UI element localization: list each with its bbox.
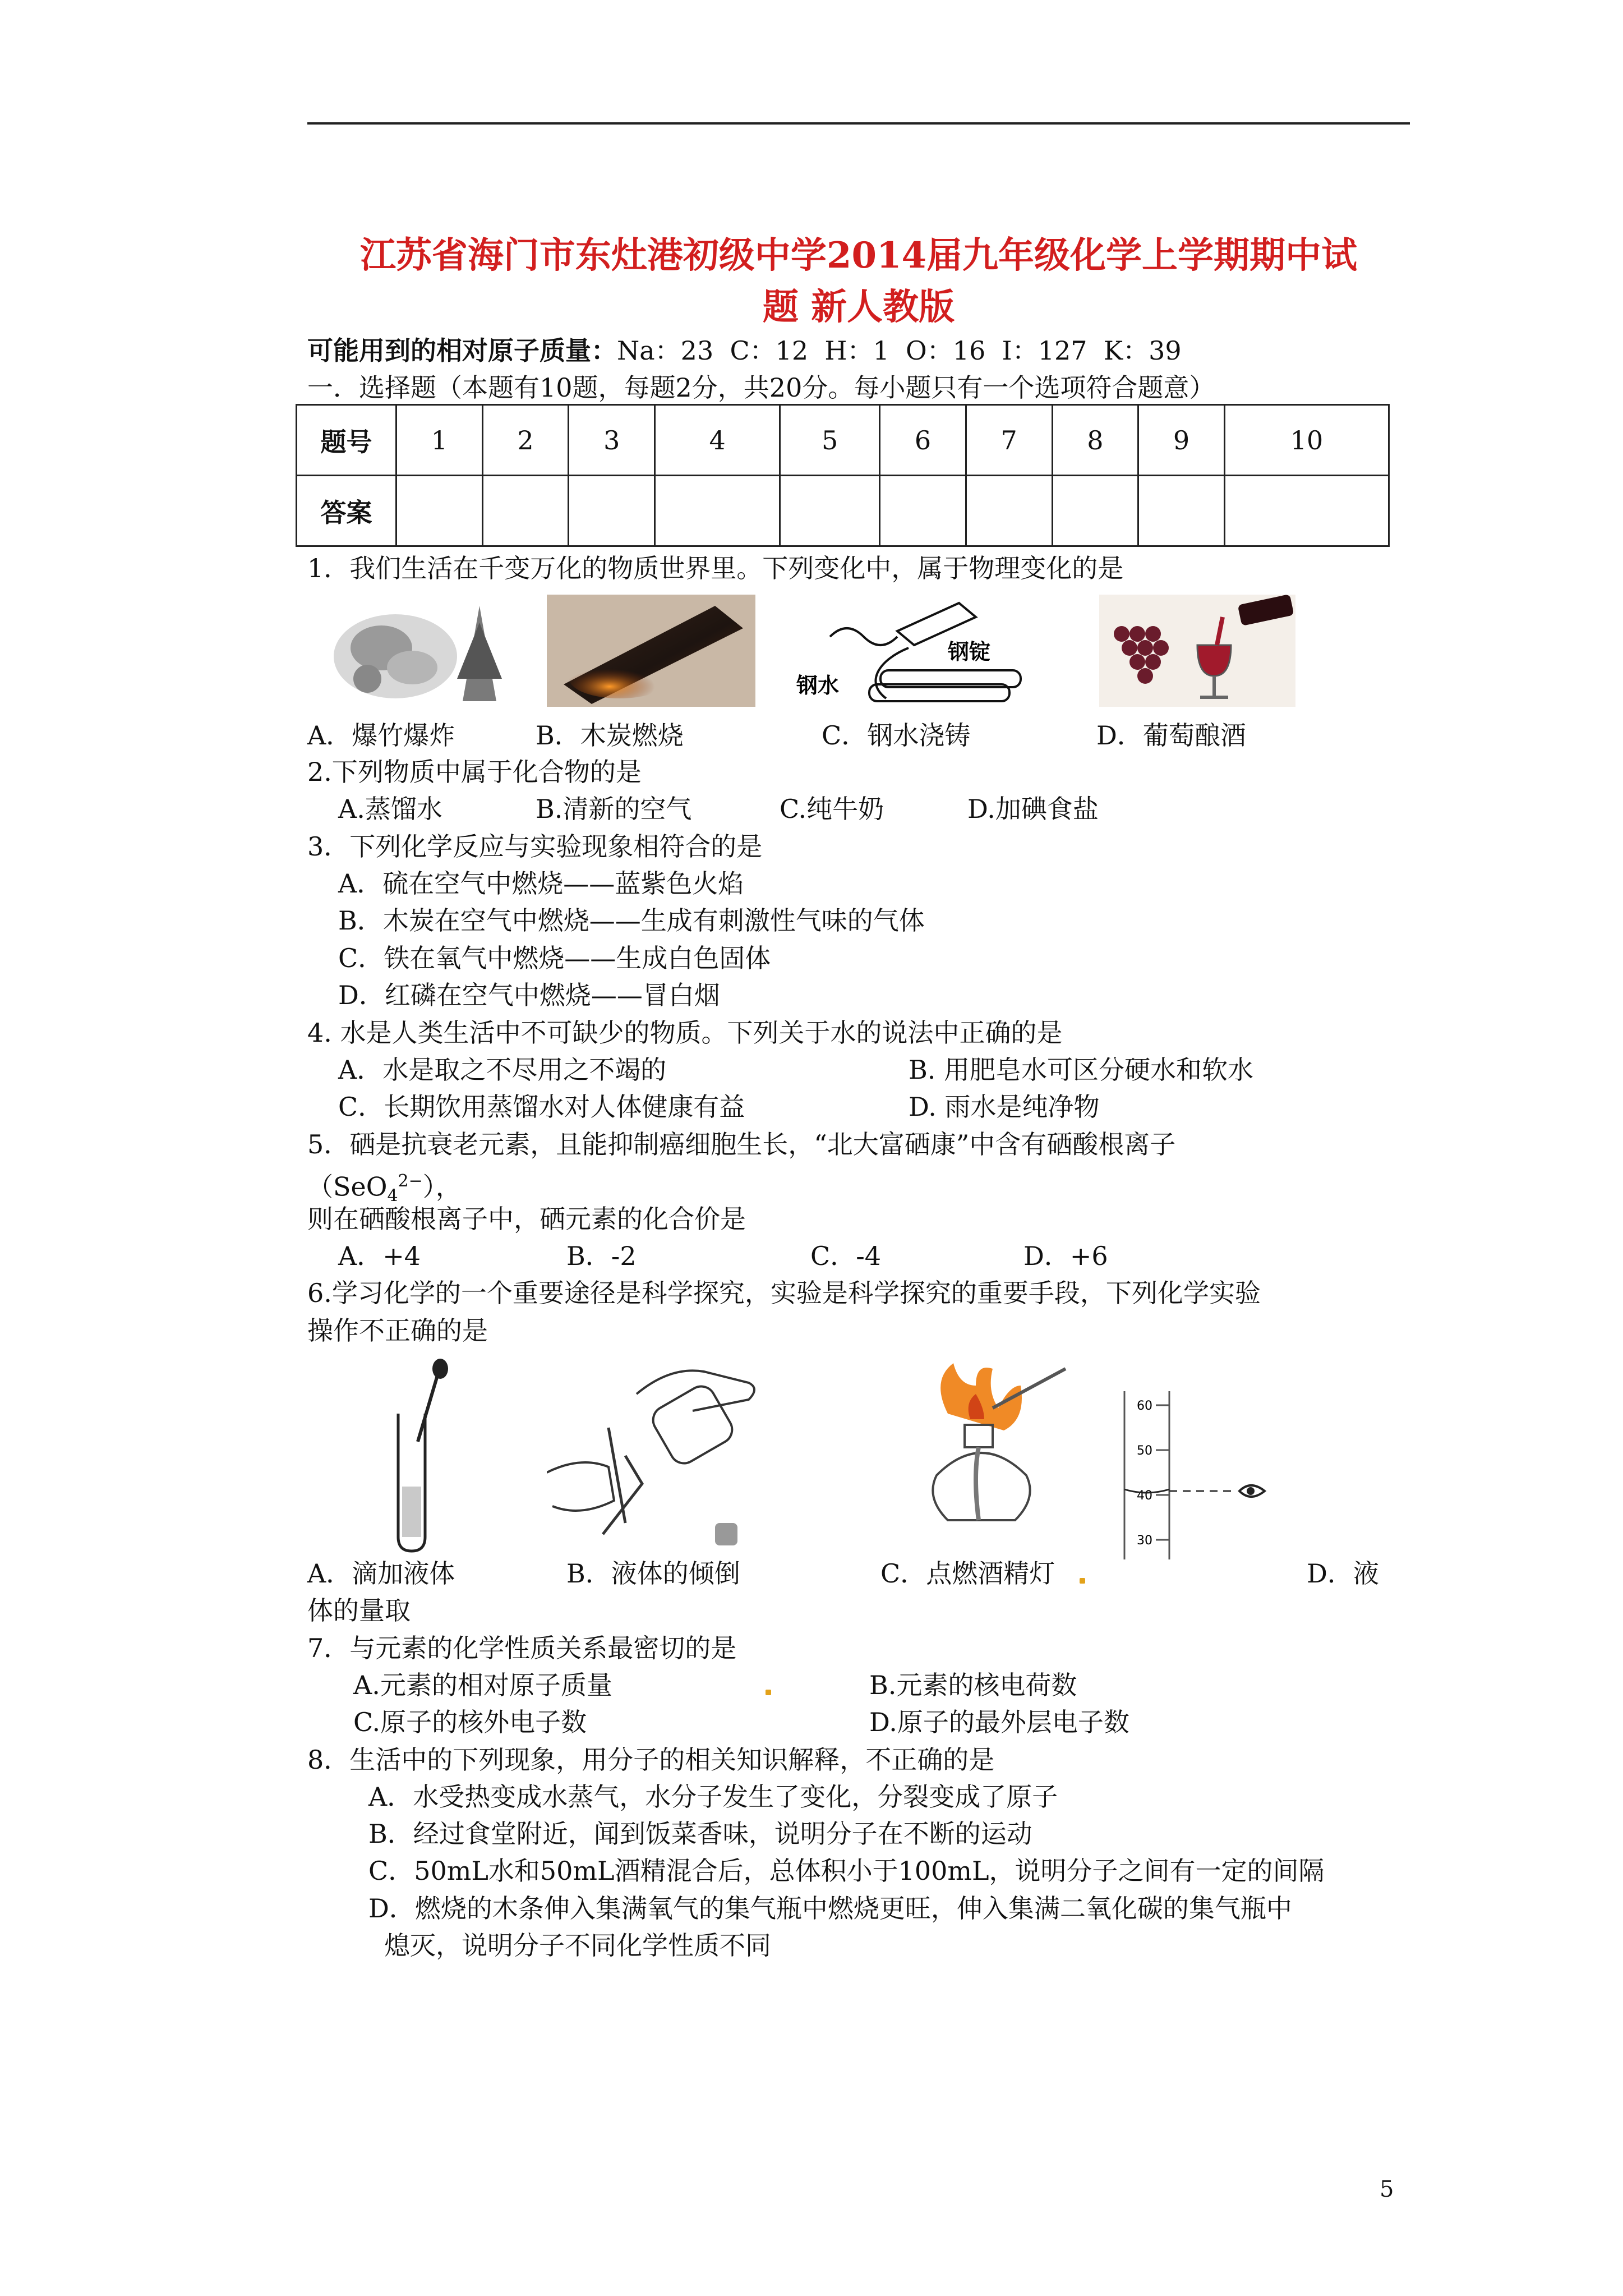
q8-opt-d-line2: 熄灭，说明分子不同化学性质不同 bbox=[384, 1930, 771, 1961]
answer-table-number: 1 bbox=[396, 405, 483, 476]
answer-table-number: 8 bbox=[1052, 405, 1138, 476]
answer-cell[interactable] bbox=[880, 476, 966, 546]
q4-opt-c: C．长期饮用蒸馏水对人体健康有益 bbox=[338, 1092, 745, 1122]
atomic-mass-values: Na：23 C：12 H：1 O：16 I：127 K：39 bbox=[617, 335, 1182, 366]
q6-opt-d-part1: D．液 bbox=[1307, 1558, 1379, 1589]
q4-opt-b: B. 用肥皂水可区分硬水和软水 bbox=[909, 1055, 1254, 1085]
page-number: 5 bbox=[1380, 2177, 1394, 2202]
q5-ion-sup: 2− bbox=[398, 1171, 423, 1191]
q5-ion-sub: 4 bbox=[387, 1186, 398, 1206]
q2-opt-d: D.加碘食盐 bbox=[967, 794, 1099, 824]
q6-opt-b: B．液体的倾倒 bbox=[566, 1558, 740, 1589]
answer-cell[interactable] bbox=[966, 476, 1052, 546]
q7-stem: 7．与元素的化学性质关系最密切的是 bbox=[307, 1633, 737, 1663]
atomic-mass-label: 可能用到的相对原子质量： bbox=[307, 335, 617, 366]
q8-opt-d: D．燃烧的木条伸入集满氧气的集气瓶中燃烧更旺，伸入集满二氧化碳的集气瓶中 bbox=[368, 1893, 1292, 1924]
answer-table-number: 7 bbox=[966, 405, 1052, 476]
answer-cell[interactable] bbox=[396, 476, 483, 546]
title-line-1: 江苏省海门市东灶港初级中学2014届九年级化学上学期期中试 bbox=[359, 234, 1358, 277]
answer-table-number: 2 bbox=[482, 405, 569, 476]
stray-mark bbox=[1080, 1578, 1085, 1584]
q1-opt-d: D．葡萄酿酒 bbox=[1096, 720, 1246, 751]
burning-charcoal-image bbox=[547, 595, 755, 707]
cylinder-tick-40: 40 bbox=[1137, 1489, 1152, 1503]
answer-cell[interactable] bbox=[1052, 476, 1138, 546]
dropper-image bbox=[387, 1358, 449, 1554]
q5-opt-b: B．-2 bbox=[566, 1241, 637, 1271]
q3-stem: 3．下列化学反应与实验现象相符合的是 bbox=[307, 831, 763, 862]
firecracker-image bbox=[328, 595, 519, 707]
q1-opt-a: A．爆竹爆炸 bbox=[307, 720, 455, 751]
answer-table-number: 6 bbox=[880, 405, 966, 476]
q5-opt-a: A．+4 bbox=[338, 1241, 421, 1271]
q5-stem: 5．硒是抗衰老元素，且能抑制癌细胞生长，“北大富硒康”中含有硒酸根离子 bbox=[307, 1129, 1176, 1159]
q3-opt-a: A．硫在空气中燃烧——蓝紫色火焰 bbox=[338, 868, 744, 899]
measuring-cylinder-image bbox=[1108, 1391, 1287, 1559]
answer-table-number: 10 bbox=[1224, 405, 1389, 476]
q1-opt-c: C．钢水浇铸 bbox=[822, 720, 971, 751]
answer-table-number: 4 bbox=[655, 405, 780, 476]
document-title bbox=[307, 230, 1410, 333]
steel-label-right: 钢锭 bbox=[948, 639, 991, 664]
q2-opt-a: A.蒸馏水 bbox=[338, 794, 442, 824]
liquid-pouring-image bbox=[547, 1360, 766, 1557]
answer-table-header-row bbox=[297, 405, 1389, 476]
q4-opt-a: A．水是取之不尽用之不竭的 bbox=[338, 1055, 667, 1085]
answer-table-number: 9 bbox=[1138, 405, 1225, 476]
q6-stem2: 操作不正确的是 bbox=[307, 1315, 488, 1346]
q3-opt-b: B．木炭在空气中燃烧——生成有刺激性气味的气体 bbox=[338, 905, 925, 936]
q8-opt-a: A．水受热变成水蒸气，水分子发生了变化，分裂变成了原子 bbox=[368, 1782, 1058, 1812]
q1-stem: 1．我们生活在千变万化的物质世界里。下列变化中，属于物理变化的是 bbox=[307, 553, 1124, 583]
cylinder-tick-60: 60 bbox=[1137, 1399, 1152, 1413]
section1-heading: 一．选择题（本题有10题，每题2分，共20分。每小题只有一个选项符合题意） bbox=[307, 372, 1215, 403]
title-line-2: 题 新人教版 bbox=[762, 286, 955, 328]
q4-opt-d: D. 雨水是纯净物 bbox=[909, 1092, 1100, 1122]
atomic-mass-line bbox=[307, 335, 1182, 366]
q6-opt-d-part2: 体的量取 bbox=[307, 1595, 411, 1626]
answer-table bbox=[296, 404, 1390, 547]
answer-cell[interactable] bbox=[1224, 476, 1389, 546]
q4-stem: 4. 水是人类生活中不可缺少的物质。下列关于水的说法中正确的是 bbox=[307, 1018, 1063, 1048]
q8-stem: 8．生活中的下列现象，用分子的相关知识解释，不正确的是 bbox=[307, 1745, 995, 1775]
q5-stem2: 则在硒酸根离子中，硒元素的化合价是 bbox=[307, 1204, 746, 1234]
grape-wine-image bbox=[1099, 595, 1295, 707]
q5-ion-open: （SeO bbox=[307, 1171, 388, 1202]
answer-table-row1-label: 题号 bbox=[297, 405, 396, 476]
q7-opt-d: D.原子的最外层电子数 bbox=[869, 1707, 1129, 1737]
q2-stem: 2.下列物质中属于化合物的是 bbox=[307, 757, 642, 787]
q5-ion-close: ）， bbox=[422, 1171, 462, 1202]
q1-opt-b: B．木炭燃烧 bbox=[536, 720, 684, 751]
answer-table-number: 3 bbox=[569, 405, 655, 476]
q5-opt-c: C．-4 bbox=[810, 1241, 882, 1271]
header-rule bbox=[307, 122, 1410, 125]
q6-stem: 6.学习化学的一个重要途径是科学探究，实验是科学探究的重要手段，下列化学实验 bbox=[307, 1278, 1261, 1308]
answer-cell[interactable] bbox=[482, 476, 569, 546]
q7-opt-c: C.原子的核外电子数 bbox=[353, 1707, 587, 1737]
steel-casting-image bbox=[796, 586, 1032, 707]
q6-opt-a: A．滴加液体 bbox=[307, 1558, 455, 1589]
q2-opt-b: B.清新的空气 bbox=[536, 794, 692, 824]
q7-opt-b: B.元素的核电荷数 bbox=[869, 1670, 1077, 1700]
cylinder-tick-30: 30 bbox=[1137, 1534, 1152, 1548]
q8-opt-b: B．经过食堂附近，闻到饭菜香味，说明分子在不断的运动 bbox=[368, 1819, 1032, 1849]
answer-table-number: 5 bbox=[780, 405, 880, 476]
stray-mark bbox=[766, 1690, 771, 1695]
answer-cell[interactable] bbox=[569, 476, 655, 546]
answer-table-answer-row bbox=[297, 476, 1389, 546]
answer-cell[interactable] bbox=[780, 476, 880, 546]
q3-opt-c: C．铁在氧气中燃烧——生成白色固体 bbox=[338, 943, 771, 973]
q3-opt-d: D．红磷在空气中燃烧——冒白烟 bbox=[338, 980, 720, 1010]
q6-opt-c: C．点燃酒精灯 bbox=[880, 1558, 1055, 1589]
answer-cell[interactable] bbox=[1138, 476, 1225, 546]
q7-opt-a: A.元素的相对原子质量 bbox=[353, 1670, 612, 1700]
q8-opt-c: C．50mL水和50mL酒精混合后，总体积小于100mL，说明分子之间有一定的间隔 bbox=[368, 1856, 1325, 1886]
steel-label-left: 钢水 bbox=[796, 673, 840, 698]
answer-table-row2-label: 答案 bbox=[297, 476, 396, 546]
q2-opt-c: C.纯牛奶 bbox=[780, 794, 884, 824]
q5-opt-d: D．+6 bbox=[1023, 1241, 1108, 1271]
answer-cell[interactable] bbox=[655, 476, 780, 546]
cylinder-tick-50: 50 bbox=[1137, 1444, 1152, 1458]
alcohol-lamp-image bbox=[909, 1358, 1077, 1554]
